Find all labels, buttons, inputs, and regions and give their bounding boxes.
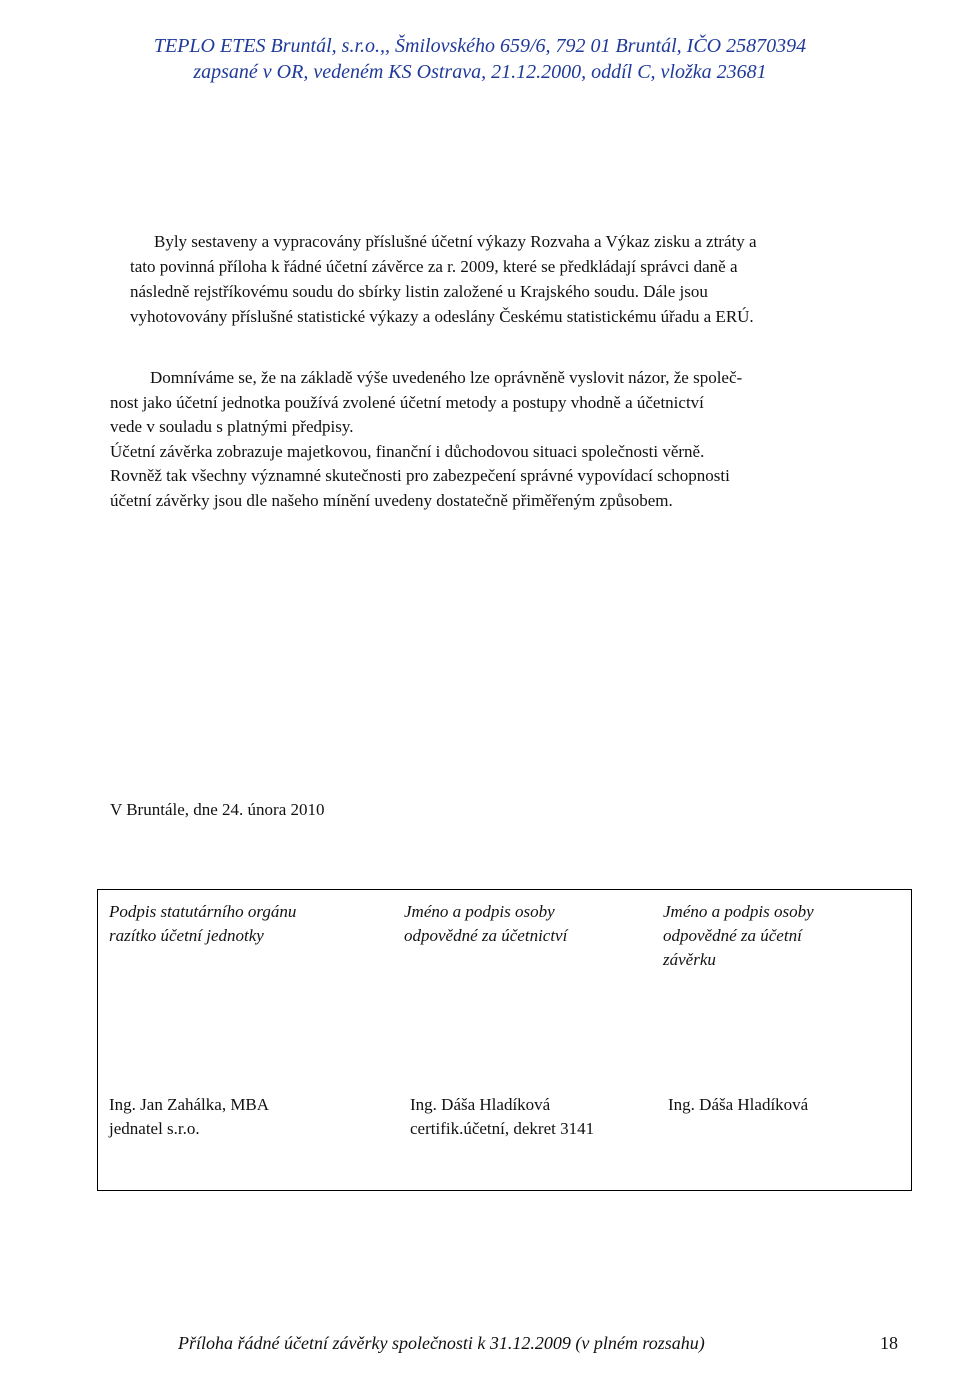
signature-box [97,889,912,1191]
signature-heading-closing [663,900,814,972]
paragraph-line: Účetní závěrka zobrazuje majetkovou, finanční i důchodovou situaci společnosti věrně. [110,441,705,461]
paragraph-line: vyhotovovány příslušné statistické výkazy a odeslány Českému statistickému úřadu a ERÚ. [130,307,754,326]
signatory-name: Ing. Jan Zahálka, MBA [109,1095,270,1114]
signature-heading-accounting [404,900,567,948]
page-number: 18 [880,1333,898,1353]
signature-heading-line: závěrku [663,950,716,969]
signatory-role: jednatel s.r.o. [109,1119,200,1138]
signature-heading-line: odpovědné za účetnictví [404,926,568,945]
signatory-role: certifik.účetní, dekret 3141 [410,1119,595,1138]
header-company-line: TEPLO ETES Bruntál, s.r.o.,, Šmilovského 659/6, 792 01 Bruntál, IČO 25870394 [153,35,807,57]
signature-heading-line: Podpis statutárního orgánu [109,902,297,921]
paragraph-line: vede v souladu s platnými předpisy. [110,417,354,436]
footer-title: Příloha řádné účetní závěrky společnosti k 31.12.2009 (v plném rozsahu) [178,1333,705,1353]
header-registration-line: zapsané v OR, vedeném KS Ostrava, 21.12.2000, oddíl C, vložka 23681 [193,61,767,83]
paragraph-line: Byly sestaveny a vypracovány příslušné účetní výkazy Rozvaha a Výkaz zisku a ztráty a [154,232,757,251]
paragraph-opinion [110,366,900,513]
signature-heading-line: Jméno a podpis osoby [663,902,814,921]
paragraph-statements [130,229,900,329]
paragraph-line: nost jako účetní jednotka používá zvolené účetní metody a postupy vhodně a účetnictví [110,392,704,412]
signatory-closing [668,1093,808,1117]
signature-heading-line: Jméno a podpis osoby [404,902,555,921]
place-and-date: V Bruntále, dne 24. února 2010 [110,800,325,819]
paragraph-line: následně rejstříkovému soudu do sbírky listin založené u Krajského soudu. Dále jsou [130,282,708,301]
signatory-name: Ing. Dáša Hladíková [410,1095,551,1114]
signature-heading-line: razítko účetní jednotky [109,926,264,945]
signatory-accounting [410,1093,594,1141]
paragraph-line: tato povinná příloha k řádné účetní závěrce za r. 2009, které se předkládají správci daně a [130,257,738,276]
signature-heading-statutory [109,900,296,948]
paragraph-line: Domníváme se, že na základě výše uvedeného lze oprávněně vyslovit názor, že společ- [150,368,743,387]
paragraph-line: Rovněž tak všechny významné skutečnosti pro zabezpečení správné vypovídací schopnosti [110,466,730,485]
signatory-statutory [109,1093,269,1141]
signatory-name: Ing. Dáša Hladíková [668,1095,809,1114]
paragraph-line: účetní závěrky jsou dle našeho mínění uvedeny dostatečně přiměřeným způsobem. [110,490,673,510]
signature-heading-line: odpovědné za účetní [663,926,802,945]
